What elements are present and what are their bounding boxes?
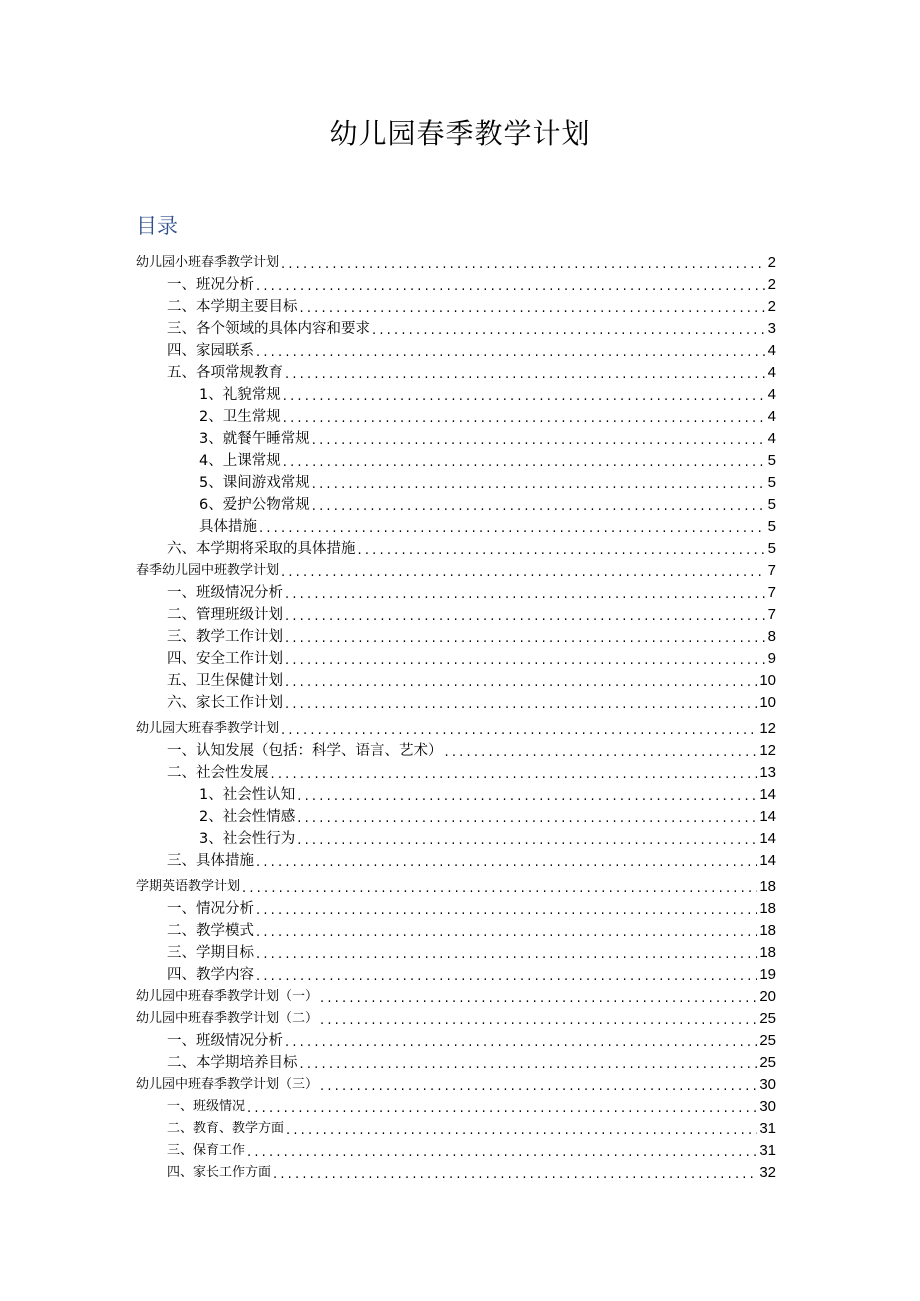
toc-dot-leader bbox=[256, 946, 757, 964]
toc-entry-label: 一、班况分析 bbox=[167, 277, 254, 293]
toc-entry-label: 幼儿园中班春季教学计划（二） bbox=[136, 1011, 319, 1026]
toc-entry-page: 12 bbox=[759, 742, 776, 759]
toc-dot-leader bbox=[256, 278, 766, 296]
toc-entry[interactable] bbox=[136, 472, 776, 494]
toc-entry-page: 14 bbox=[759, 830, 776, 847]
toc-entry[interactable] bbox=[136, 850, 776, 872]
toc-dot-leader bbox=[312, 432, 766, 450]
toc-entry-page: 25 bbox=[759, 1010, 776, 1027]
toc-entry-label: 一、认知发展（包括：科学、语言、艺术） bbox=[167, 743, 443, 759]
toc-entry-page: 4 bbox=[767, 386, 776, 403]
toc-entry-page: 4 bbox=[767, 364, 776, 381]
toc-dot-leader bbox=[259, 520, 766, 538]
toc-entry-page: 10 bbox=[759, 672, 776, 689]
toc-entry-page: 9 bbox=[767, 650, 776, 667]
toc-entry-page: 19 bbox=[759, 966, 776, 983]
toc-dot-leader bbox=[445, 744, 758, 762]
toc-entry-label: 三、保育工作 bbox=[167, 1143, 246, 1158]
toc-entry-page: 2 bbox=[767, 298, 776, 315]
toc-entry-page: 12 bbox=[759, 720, 776, 737]
toc-entry-page: 25 bbox=[759, 1054, 776, 1071]
toc-entry-page: 5 bbox=[767, 540, 776, 557]
toc-entry-label: 幼儿园大班春季教学计划 bbox=[136, 721, 280, 736]
toc-dot-leader bbox=[285, 1034, 757, 1052]
toc-dot-leader bbox=[320, 990, 757, 1008]
toc-entry[interactable] bbox=[136, 1030, 776, 1052]
toc-entry-page: 5 bbox=[767, 518, 776, 535]
toc-entry-label: 1、礼貌常规 bbox=[199, 387, 281, 403]
toc-dot-leader bbox=[358, 542, 766, 560]
toc-entry-page: 18 bbox=[759, 922, 776, 939]
toc-entry-page: 7 bbox=[767, 584, 776, 601]
toc-entry[interactable] bbox=[136, 626, 776, 648]
toc-entry-page: 2 bbox=[767, 276, 776, 293]
toc-entry-page: 5 bbox=[767, 452, 776, 469]
toc-dot-leader bbox=[285, 586, 766, 604]
toc-entry[interactable] bbox=[136, 406, 776, 428]
toc-entry[interactable] bbox=[136, 340, 776, 362]
toc-entry[interactable] bbox=[136, 362, 776, 384]
toc-entry[interactable] bbox=[136, 252, 776, 274]
toc-entry[interactable] bbox=[136, 964, 776, 986]
toc-entry[interactable] bbox=[136, 648, 776, 670]
toc-entry[interactable] bbox=[136, 806, 776, 828]
toc-entry-page: 10 bbox=[759, 694, 776, 711]
toc-entry-label: 三、具体措施 bbox=[167, 853, 254, 869]
toc-entry[interactable] bbox=[136, 1074, 776, 1096]
toc-entry-label: 3、就餐午睡常规 bbox=[199, 431, 310, 447]
toc-entry-label: 幼儿园小班春季教学计划 bbox=[136, 255, 280, 270]
toc-entry-label: 具体措施 bbox=[199, 519, 257, 535]
toc-dot-leader bbox=[281, 722, 757, 740]
toc-entry-label: 幼儿园中班春季教学计划（一） bbox=[136, 989, 319, 1004]
toc-entry[interactable] bbox=[136, 876, 776, 898]
toc-dot-leader bbox=[247, 1144, 757, 1162]
toc-entry[interactable] bbox=[136, 784, 776, 806]
toc-entry-page: 31 bbox=[759, 1142, 776, 1159]
toc-dot-leader bbox=[372, 322, 766, 340]
toc-dot-leader bbox=[247, 1100, 757, 1118]
toc-entry-label: 学期英语教学计划 bbox=[136, 879, 241, 894]
toc-entry-label: 一、班级情况分析 bbox=[167, 585, 283, 601]
toc-entry[interactable] bbox=[136, 692, 776, 714]
toc-entry[interactable] bbox=[136, 296, 776, 318]
toc-dot-leader bbox=[285, 652, 766, 670]
toc-dot-leader bbox=[297, 832, 757, 850]
toc-entry[interactable] bbox=[136, 450, 776, 472]
toc-dot-leader bbox=[281, 564, 766, 582]
toc-entry-page: 31 bbox=[759, 1120, 776, 1137]
toc-entry-page: 30 bbox=[759, 1098, 776, 1115]
toc-entry[interactable] bbox=[136, 604, 776, 626]
toc-entry-label: 三、学期目标 bbox=[167, 945, 254, 961]
toc-dot-leader bbox=[242, 880, 757, 898]
toc-entry-label: 4、上课常规 bbox=[199, 453, 281, 469]
toc-entry-label: 五、卫生保健计划 bbox=[167, 673, 283, 689]
toc-entry[interactable] bbox=[136, 762, 776, 784]
toc-entry[interactable] bbox=[136, 898, 776, 920]
toc-dot-leader bbox=[300, 1056, 758, 1074]
toc-entry[interactable] bbox=[136, 428, 776, 450]
toc-entry-page: 5 bbox=[767, 496, 776, 513]
toc-entry-label: 一、班级情况分析 bbox=[167, 1033, 283, 1049]
toc-entry-label: 二、本学期主要目标 bbox=[167, 299, 298, 315]
toc-entry-label: 一、情况分析 bbox=[167, 901, 254, 917]
toc-dot-leader bbox=[271, 766, 758, 784]
toc-entry-page: 18 bbox=[759, 878, 776, 895]
toc-entry-page: 4 bbox=[767, 408, 776, 425]
toc-entry[interactable] bbox=[136, 1118, 776, 1140]
toc-dot-leader bbox=[285, 608, 766, 626]
toc-entry-label: 四、教学内容 bbox=[167, 967, 254, 983]
toc-entry[interactable] bbox=[136, 920, 776, 942]
toc-dot-leader bbox=[283, 388, 766, 406]
toc-dot-leader bbox=[256, 344, 766, 362]
toc-entry-label: 二、社会性发展 bbox=[167, 765, 269, 781]
toc-entry-label: 六、家长工作计划 bbox=[167, 695, 283, 711]
toc-entry-label: 二、教育、教学方面 bbox=[167, 1121, 285, 1136]
toc-entry-label: 2、卫生常规 bbox=[199, 409, 281, 425]
toc-entry-page: 8 bbox=[767, 628, 776, 645]
toc-entry-label: 幼儿园中班春季教学计划（三） bbox=[136, 1077, 319, 1092]
toc-entry-label: 四、家长工作方面 bbox=[167, 1165, 272, 1180]
toc-entry-page: 30 bbox=[759, 1076, 776, 1093]
toc-dot-leader bbox=[297, 788, 757, 806]
toc-entry-label: 5、课间游戏常规 bbox=[199, 475, 310, 491]
toc-entry[interactable] bbox=[136, 384, 776, 406]
toc-entry[interactable] bbox=[136, 274, 776, 296]
toc-entry-label: 三、各个领域的具体内容和要求 bbox=[167, 321, 370, 337]
toc-entry[interactable] bbox=[136, 582, 776, 604]
toc-dot-leader bbox=[297, 810, 757, 828]
toc-dot-leader bbox=[283, 410, 766, 428]
toc-entry[interactable] bbox=[136, 828, 776, 850]
toc-entry-page: 3 bbox=[767, 320, 776, 337]
toc-entry-label: 二、教学模式 bbox=[167, 923, 254, 939]
toc-entry[interactable] bbox=[136, 1096, 776, 1118]
toc-dot-leader bbox=[285, 630, 766, 648]
toc-entry-label: 一、班级情况 bbox=[167, 1099, 246, 1114]
toc-dot-leader bbox=[286, 1122, 757, 1140]
toc-dot-leader bbox=[285, 696, 757, 714]
toc-dot-leader bbox=[320, 1012, 757, 1030]
toc-entry-label: 2、社会性情感 bbox=[199, 809, 296, 825]
toc-entry-page: 13 bbox=[759, 764, 776, 781]
toc-entry-page: 20 bbox=[759, 988, 776, 1005]
toc-entry[interactable] bbox=[136, 986, 776, 1008]
toc-dot-leader bbox=[285, 674, 757, 692]
toc-entry[interactable] bbox=[136, 560, 776, 582]
toc-dot-leader bbox=[300, 300, 766, 318]
toc-entry[interactable] bbox=[136, 1052, 776, 1074]
toc-entry[interactable] bbox=[136, 1140, 776, 1162]
toc-entry-page: 7 bbox=[767, 562, 776, 579]
toc-dot-leader bbox=[320, 1078, 757, 1096]
toc-dot-leader bbox=[281, 256, 766, 274]
toc-entry-label: 四、安全工作计划 bbox=[167, 651, 283, 667]
toc-entry-page: 18 bbox=[759, 944, 776, 961]
toc-entry-label: 3、社会性行为 bbox=[199, 831, 296, 847]
toc-entry-page: 5 bbox=[767, 474, 776, 491]
toc-entry-page: 14 bbox=[759, 808, 776, 825]
toc-entry[interactable] bbox=[136, 718, 776, 740]
toc-entry-label: 1、社会性认知 bbox=[199, 787, 296, 803]
toc-entry-label: 五、各项常规教育 bbox=[167, 365, 283, 381]
toc-entry-page: 14 bbox=[759, 852, 776, 869]
toc-dot-leader bbox=[273, 1166, 757, 1184]
toc-entry-page: 4 bbox=[767, 430, 776, 447]
toc-dot-leader bbox=[312, 476, 766, 494]
toc-dot-leader bbox=[256, 854, 757, 872]
toc-entry-page: 32 bbox=[759, 1164, 776, 1181]
toc-entry-label: 四、家园联系 bbox=[167, 343, 254, 359]
toc-entry-label: 春季幼儿园中班教学计划 bbox=[136, 563, 280, 578]
toc-entry-label: 二、管理班级计划 bbox=[167, 607, 283, 623]
toc-entry-page: 25 bbox=[759, 1032, 776, 1049]
toc-dot-leader bbox=[312, 498, 766, 516]
toc-dot-leader bbox=[283, 454, 766, 472]
toc-entry-page: 4 bbox=[767, 342, 776, 359]
toc-entry[interactable] bbox=[136, 318, 776, 340]
toc-entry[interactable] bbox=[136, 942, 776, 964]
toc-entry-label: 三、教学工作计划 bbox=[167, 629, 283, 645]
toc-entry-page: 2 bbox=[767, 254, 776, 271]
toc-entry-label: 6、爱护公物常规 bbox=[199, 497, 310, 513]
toc-entry[interactable] bbox=[136, 1008, 776, 1030]
toc-dot-leader bbox=[256, 968, 757, 986]
toc-heading: 目录 bbox=[136, 214, 178, 238]
toc-entry[interactable] bbox=[136, 516, 776, 538]
toc-entry-page: 7 bbox=[767, 606, 776, 623]
table-of-contents bbox=[136, 252, 776, 1184]
toc-entry-page: 14 bbox=[759, 786, 776, 803]
toc-entry[interactable] bbox=[136, 670, 776, 692]
toc-entry-page: 18 bbox=[759, 900, 776, 917]
toc-entry-label: 六、本学期将采取的具体措施 bbox=[167, 541, 356, 557]
toc-entry[interactable] bbox=[136, 494, 776, 516]
toc-dot-leader bbox=[285, 366, 766, 384]
toc-dot-leader bbox=[256, 902, 757, 920]
toc-entry[interactable] bbox=[136, 740, 776, 762]
toc-entry-label: 二、本学期培养目标 bbox=[167, 1055, 298, 1071]
document-title: 幼儿园春季教学计划 bbox=[329, 117, 591, 150]
toc-dot-leader bbox=[256, 924, 757, 942]
toc-entry[interactable] bbox=[136, 538, 776, 560]
toc-entry[interactable] bbox=[136, 1162, 776, 1184]
